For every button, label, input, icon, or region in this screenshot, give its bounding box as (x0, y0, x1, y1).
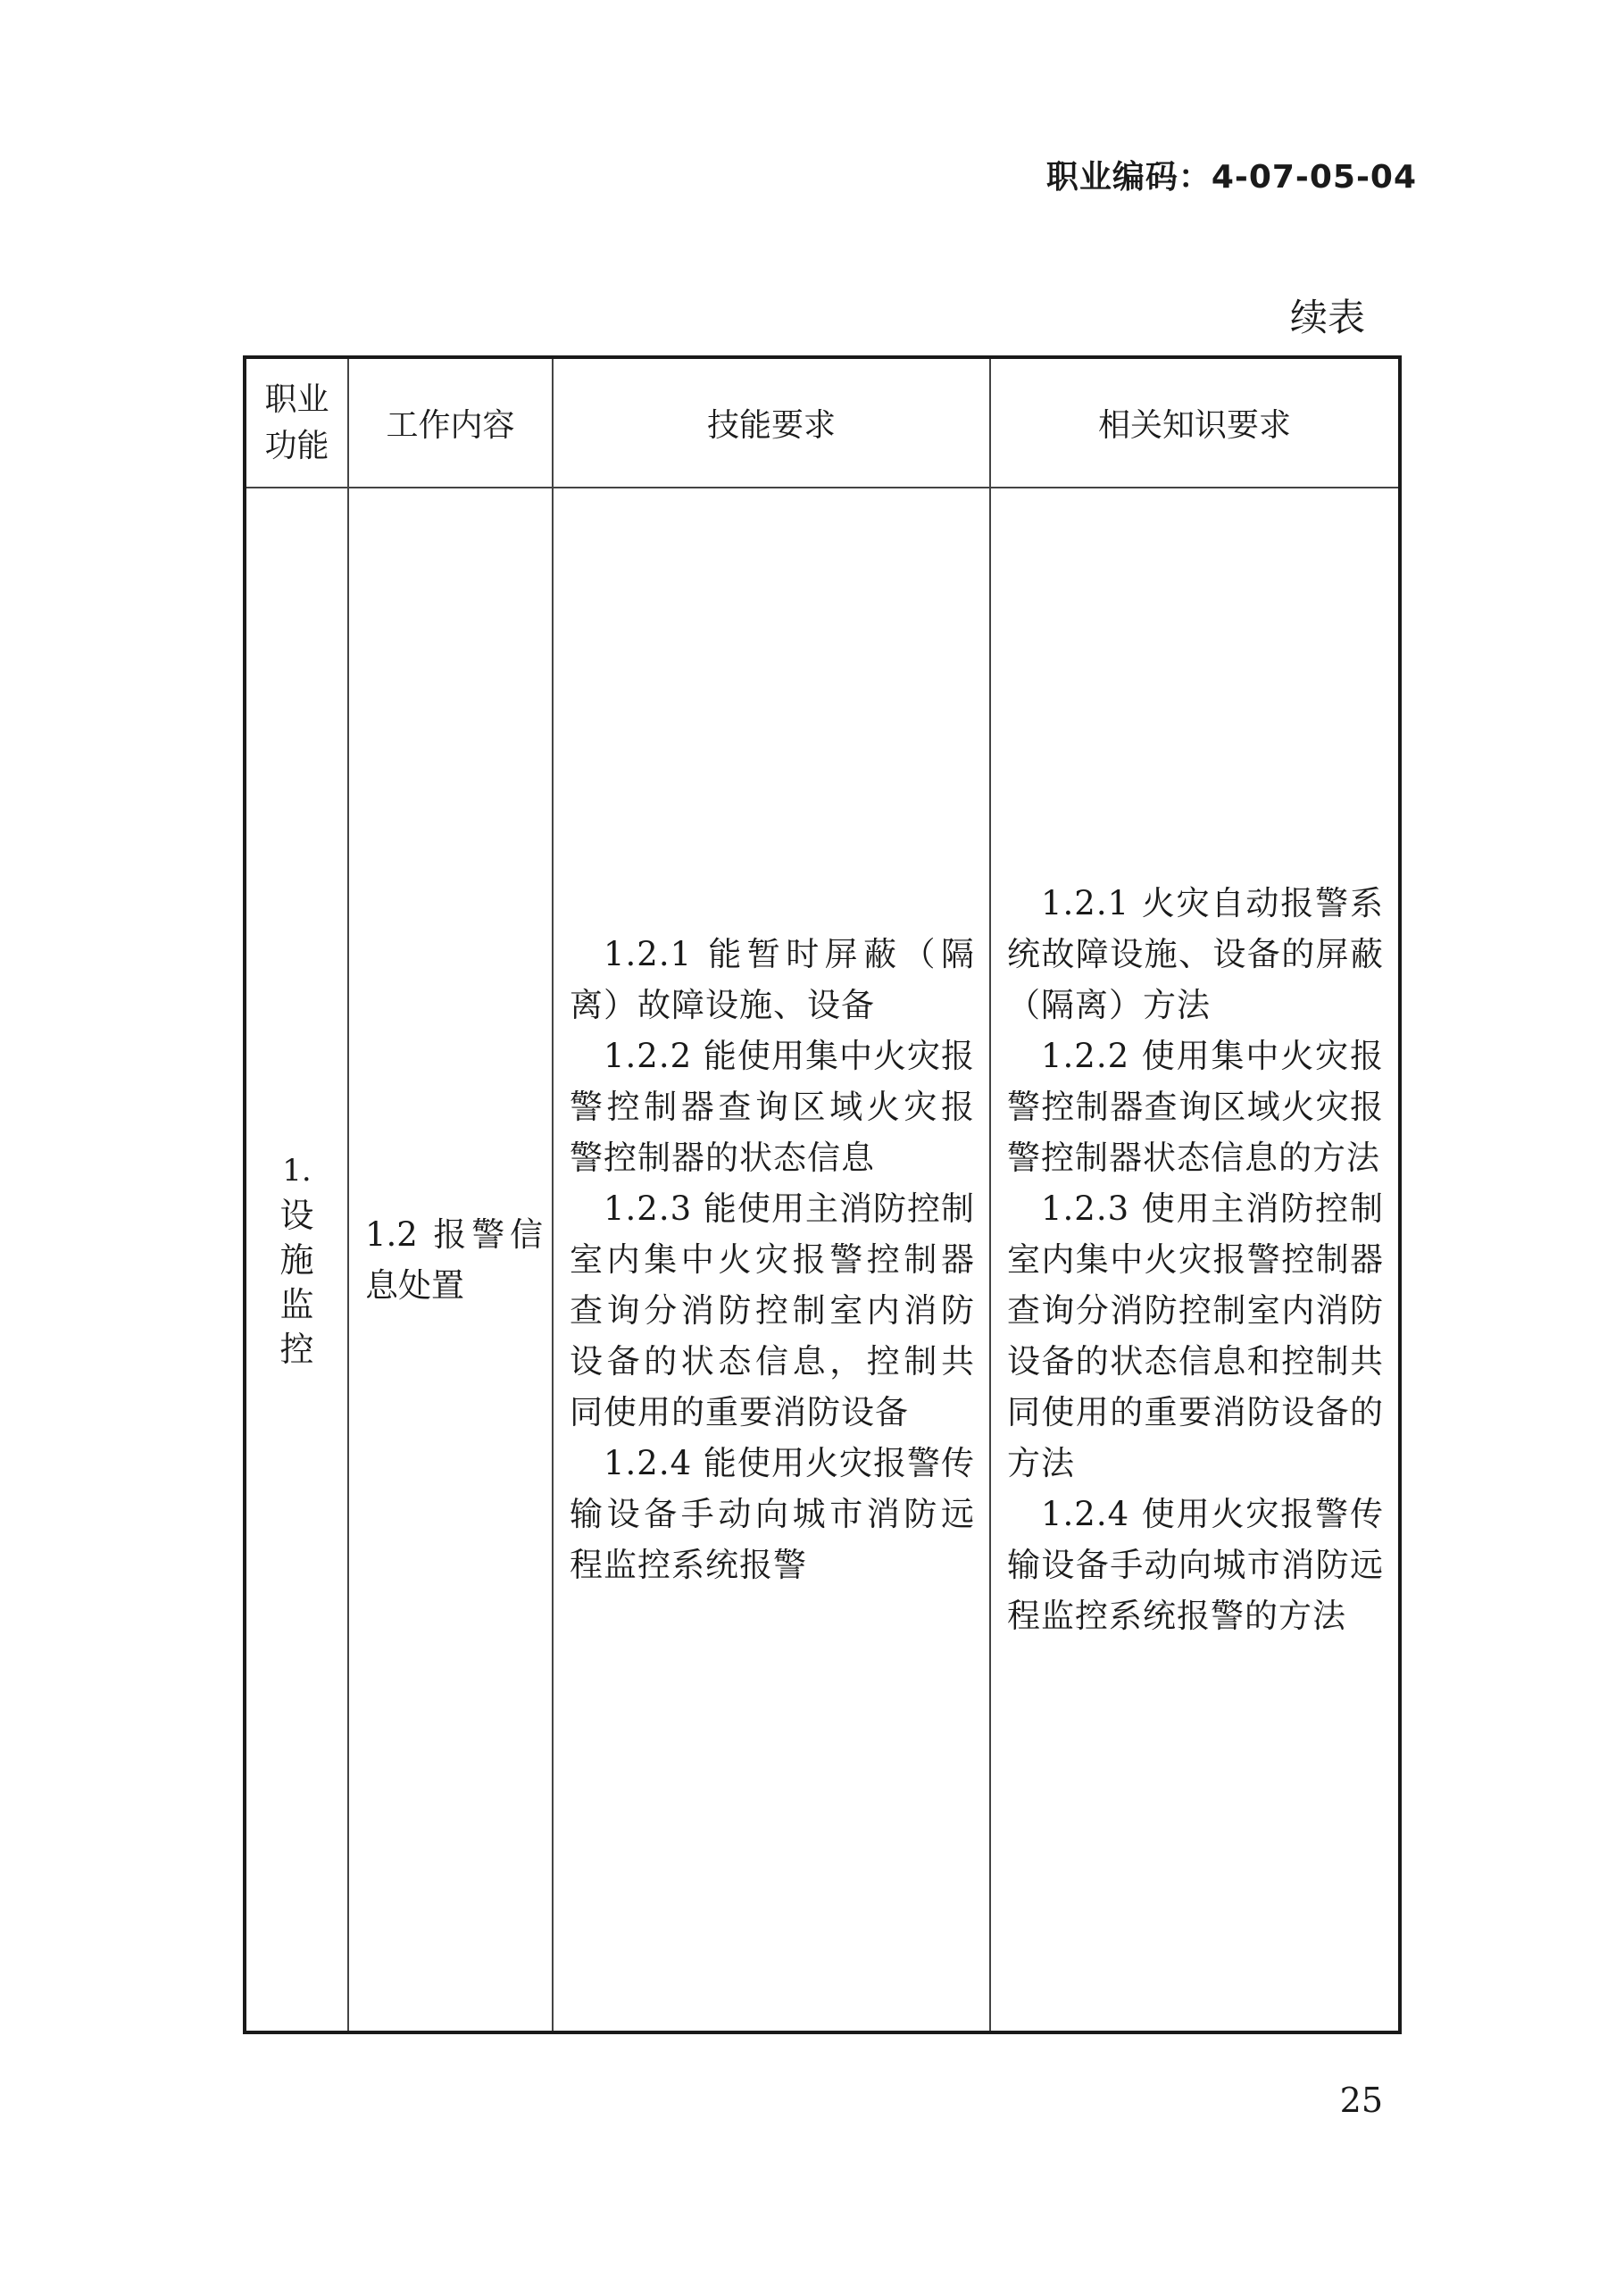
page-number: 25 (1339, 2081, 1383, 2120)
requirements-table-container (243, 355, 1402, 2034)
work-content-cell (348, 488, 553, 2032)
skill-item-4: 1.2.4 能使用火灾报警传输设备手动向城市消防远程监控系统报警 (570, 1444, 975, 1584)
knowledge-item-1: 1.2.1 火灾自动报警系统故障设施、设备的屏蔽（隔离）方法 (1007, 884, 1384, 1024)
continued-label: 续表 (1289, 296, 1365, 339)
occupation-code: 职业编码：4-07-05-04 (1045, 159, 1417, 196)
skill-item-2: 1.2.2 能使用集中火灾报警控制器查询区域火灾报警控制器的状态信息 (570, 1037, 975, 1177)
knowledge-cell (990, 488, 1400, 2032)
header-work-content: 工作内容 (348, 357, 553, 488)
function-number: 1. (282, 1152, 312, 1189)
function-cell (245, 488, 348, 2032)
knowledge-item-2: 1.2.2 使用集中火灾报警控制器查询区域火灾报警控制器状态信息的方法 (1007, 1037, 1384, 1177)
function-name: 设施监控 (279, 1195, 314, 1369)
header-func-line-1: 职业 (264, 380, 329, 418)
work-content-text: 1.2 报警信息处置 (365, 1214, 543, 1305)
table-row (245, 488, 1400, 2032)
header-occupation-function (245, 357, 348, 488)
skills-cell (553, 488, 990, 2032)
skill-item-3: 1.2.3 能使用主消防控制室内集中火灾报警控制器查询分消防控制室内消防设备的状态信息，控制共同使用的重要消防设备 (570, 1189, 975, 1431)
requirements-table (243, 355, 1402, 2034)
header-func-line-2: 功能 (264, 427, 329, 464)
table-header-row (245, 357, 1400, 488)
header-skill-requirements: 技能要求 (553, 357, 990, 488)
knowledge-item-4: 1.2.4 使用火灾报警传输设备手动向城市消防远程监控系统报警的方法 (1007, 1495, 1384, 1635)
skill-item-1: 1.2.1 能暂时屏蔽（隔离）故障设施、设备 (570, 935, 975, 1024)
knowledge-item-3: 1.2.3 使用主消防控制室内集中火灾报警控制器查询分消防控制室内消防设备的状态信息和控制共同使用的重要消防设备的方法 (1007, 1189, 1384, 1482)
header-knowledge-requirements: 相关知识要求 (990, 357, 1400, 488)
